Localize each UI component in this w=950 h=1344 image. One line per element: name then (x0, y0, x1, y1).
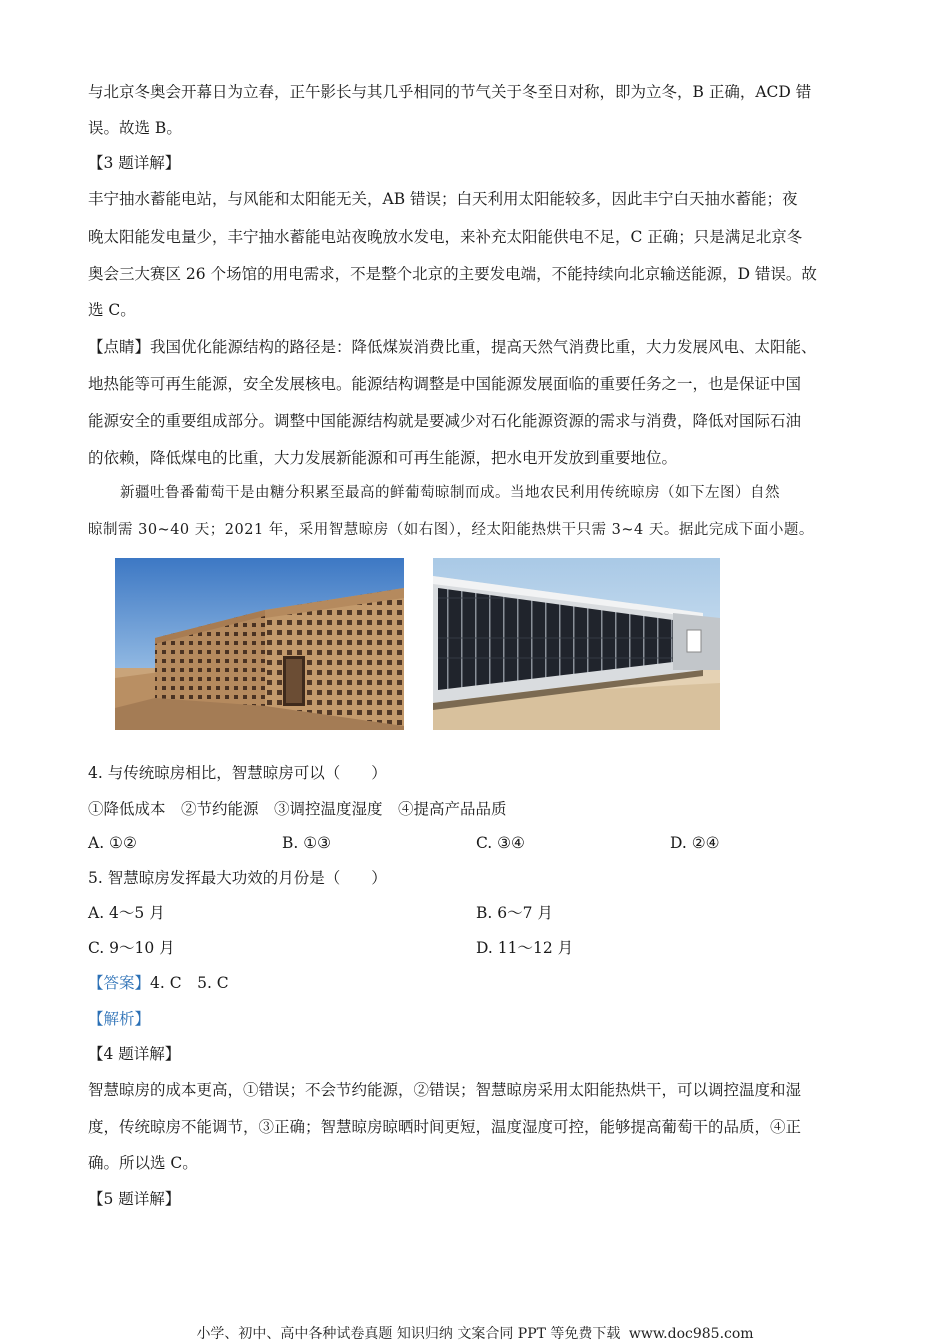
question-4-option-c: C. ③④ (476, 834, 525, 852)
paragraph-line: 确。所以选 C。 (88, 1154, 198, 1172)
paragraph-line: 地热能等可再生能源，安全发展核电。能源结构调整是中国能源发展面临的重要任务之一，也是保证中国 (88, 375, 802, 393)
question-5-option-b: B. 6～7 月 (476, 904, 553, 922)
material-intro-line: 晾制需 30~40 天；2021 年，采用智慧晾房（如右图），经太阳能热烘干只需 3~4 天。据此完成下面小题。 (88, 522, 814, 538)
answer-text: 4. C 5. C (150, 974, 229, 992)
paragraph-line: 与北京冬奥会开幕日为立春，正午影长与其几乎相同的节气关于冬至日对称，即为立冬，B 正确，ACD 错 (88, 83, 812, 101)
paragraph-line: 度，传统晾房不能调节，③正确；智慧晾房晾晒时间更短，温度湿度可控，能够提高葡萄干的品质，④正 (88, 1118, 802, 1136)
section-heading-q5: 【5 题详解】 (88, 1190, 181, 1208)
material-intro-line: 新疆吐鲁番葡萄干是由糖分积累至最高的鲜葡萄晾制而成。当地农民利用传统晾房（如下左图）自然 (120, 485, 780, 501)
question-5-option-c: C. 9～10 月 (88, 939, 175, 957)
question-4-option-a: A. ①② (88, 834, 137, 852)
question-4-option-b: B. ①③ (282, 834, 332, 852)
smart-drying-house-image (433, 558, 720, 730)
section-heading-q3: 【3 题详解】 (88, 154, 181, 172)
answer-line (88, 973, 229, 993)
question-5-stem: 5. 智慧晾房发挥最大功效的月份是（ ） (88, 869, 387, 887)
paragraph-line: 晚太阳能发电量少，丰宁抽水蓄能电站夜晚放水发电，来补充太阳能供电不足，C 正确；只是满足北京冬 (88, 228, 803, 246)
traditional-drying-house-image (115, 558, 404, 730)
paragraph-line: 选 C。 (88, 301, 136, 319)
paragraph-line: 能源安全的重要组成部分。调整中国能源结构就是要减少对石化能源资源的需求与消费，降低对国际石油 (88, 412, 802, 430)
paragraph-line: 误。故选 B。 (88, 119, 182, 137)
question-5-option-d: D. 11～12 月 (476, 939, 574, 957)
paragraph-line: 【点睛】我国优化能源结构的路径是：降低煤炭消费比重，提高天然气消费比重，大力发展风电、太阳能、 (88, 338, 817, 356)
footer-link[interactable]: www.doc985.com (628, 1326, 754, 1342)
paragraph-line: 的依赖，降低煤电的比重，大力发展新能源和可再生能源，把水电开发放到重要地位。 (88, 449, 678, 467)
paragraph-line: 智慧晾房的成本更高，①错误；不会节约能源，②错误；智慧晾房采用太阳能热烘干，可以调控温度和湿 (88, 1081, 802, 1099)
footer-text: 小学、初中、高中各种试卷真题 知识归纳 文案合同 PPT 等免费下载 (196, 1326, 621, 1342)
question-4-stem: 4. 与传统晾房相比，智慧晾房可以（ ） (88, 764, 387, 782)
question-4-option-d: D. ②④ (670, 834, 720, 852)
answer-tag: 【答案】 (88, 974, 151, 992)
question-5-option-a: A. 4～5 月 (88, 904, 165, 922)
analysis-tag: 【解析】 (88, 1010, 151, 1028)
question-4-items: ①降低成本 ②节约能源 ③调控温度湿度 ④提高产品品质 (88, 800, 507, 818)
paragraph-line: 丰宁抽水蓄能电站，与风能和太阳能无关，AB 错误；白天利用太阳能较多，因此丰宁白天抽水蓄能；夜 (88, 190, 798, 208)
paragraph-line: 奥会三大赛区 26 个场馆的用电需求，不是整个北京的主要发电端，不能持续向北京输送能源，D 错误。故 (88, 265, 817, 283)
section-heading-q4: 【4 题详解】 (88, 1045, 181, 1063)
page-footer (0, 1323, 950, 1343)
